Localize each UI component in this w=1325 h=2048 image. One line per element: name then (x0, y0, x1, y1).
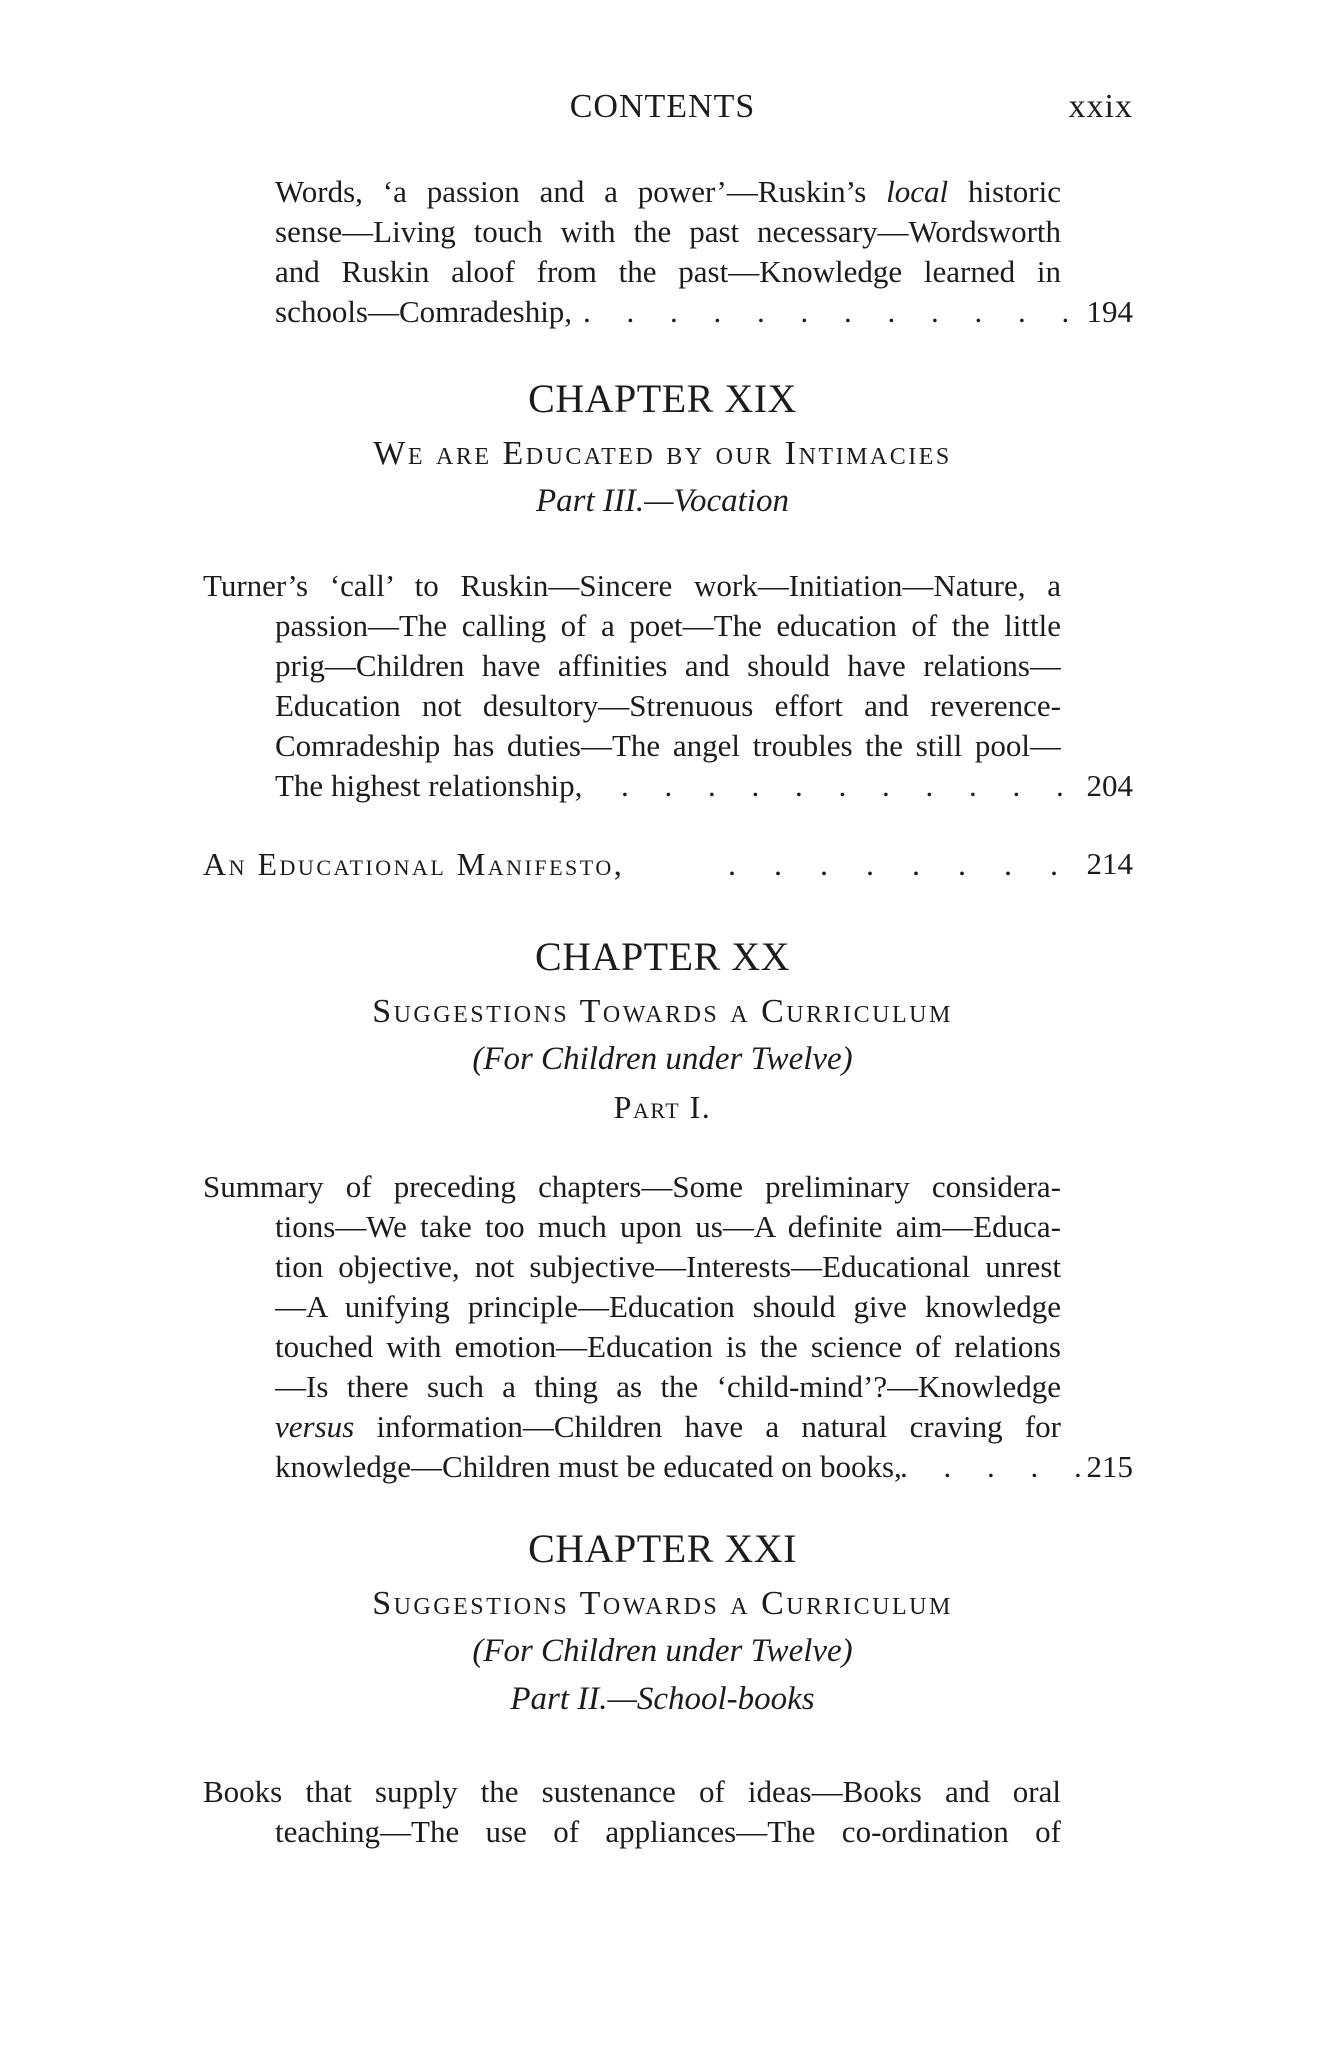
toc-page-number: 215 (1086, 1449, 1133, 1484)
toc-entry-chapter-19 (203, 566, 1133, 806)
toc-entry-line: versus information—Children have a natural craving for (275, 1409, 1061, 1444)
toc-entry-line: Words, ‘a passion and a power’—Ruskin’s local historic (275, 174, 1061, 209)
toc-entry-line: Turner’s ‘call’ to Ruskin—Sincere work—Initiation—Nature, a (203, 568, 1061, 603)
toc-entry-manifesto (203, 846, 1133, 890)
toc-entry-line: Comradeship has duties—The angel troubles the still pool— (275, 728, 1061, 763)
toc-entry-line: Education not desultory—Strenuous effort and reverence- (275, 688, 1061, 723)
toc-entry-last-line: schools—Comradeship, (275, 294, 573, 329)
chapter-title: Suggestions Towards a Curriculum (372, 1585, 953, 1622)
chapter-number: CHAPTER XX (534, 934, 791, 979)
toc-entry-line: passion—The calling of a poet—The education of the little (275, 608, 1061, 643)
running-head-title: CONTENTS (569, 88, 756, 125)
toc-entry-line: touched with emotion—Education is the science of relations (275, 1329, 1061, 1364)
toc-entry-line: prig—Children have affinities and should have relations— (275, 648, 1061, 683)
toc-entry-chapter-21 (203, 1772, 1133, 1852)
toc-entry-line: —Is there such a thing as the ‘child-mind’?—Knowledge (275, 1369, 1061, 1404)
chapter-subtitle: (For Children under Twelve) (472, 1041, 853, 1077)
toc-entry-line: tions—We take too much upon us—A definite aim—Educa- (275, 1209, 1061, 1244)
chapter-19-heading (0, 375, 1325, 531)
chapter-part: Part I. (613, 1089, 712, 1125)
toc-page-number: 214 (1086, 846, 1133, 881)
chapter-part: Part III.—Vocation (536, 483, 789, 519)
chapter-number: CHAPTER XXI (528, 1526, 797, 1571)
toc-entry-line: teaching—The use of appliances—The co-ordination of (275, 1814, 1061, 1849)
chapter-part: Part II.—School-books (510, 1681, 815, 1717)
toc-entry-chapter-20 (203, 1167, 1133, 1487)
toc-entry-line: and Ruskin aloof from the past—Knowledge learned in (275, 254, 1061, 289)
toc-entry-title: An Educational Manifesto, (203, 846, 625, 882)
chapter-20-heading (0, 933, 1325, 1137)
toc-page-number: 204 (1086, 768, 1133, 803)
running-head (0, 88, 1325, 128)
chapter-21-heading (0, 1525, 1325, 1729)
toc-entry-last-line: The highest relationship, (275, 768, 583, 803)
chapter-subtitle: (For Children under Twelve) (472, 1633, 853, 1669)
toc-entry-line: Books that supply the sustenance of ideas—Books and oral (203, 1774, 1061, 1809)
leader-dots: . . . . . . . . . . . . (583, 294, 1084, 329)
leader-dots: . . . . . (900, 1449, 1096, 1484)
chapter-title: We are Educated by our Intimacies (373, 435, 952, 472)
toc-entry-line: tion objective, not subjective—Interests—Educational unrest (275, 1249, 1061, 1284)
toc-page-number: 194 (1086, 294, 1133, 329)
chapter-number: CHAPTER XIX (528, 376, 797, 421)
chapter-title: Suggestions Towards a Curriculum (372, 993, 953, 1030)
toc-entry-line: Summary of preceding chapters—Some preliminary considera- (203, 1169, 1061, 1204)
leader-dots: . . . . . . . . (728, 846, 1073, 882)
toc-entry-chapter-18-continued (203, 172, 1133, 332)
page-number: xxix (1068, 88, 1133, 125)
toc-entry-line: sense—Living touch with the past necessary—Wordsworth (275, 214, 1061, 249)
leader-dots: . . . . . . . . . . . (621, 768, 1078, 803)
toc-entry-last-line: knowledge—Children must be educated on books, (275, 1449, 902, 1484)
toc-entry-line: —A unifying principle—Education should give knowledge (275, 1289, 1061, 1324)
